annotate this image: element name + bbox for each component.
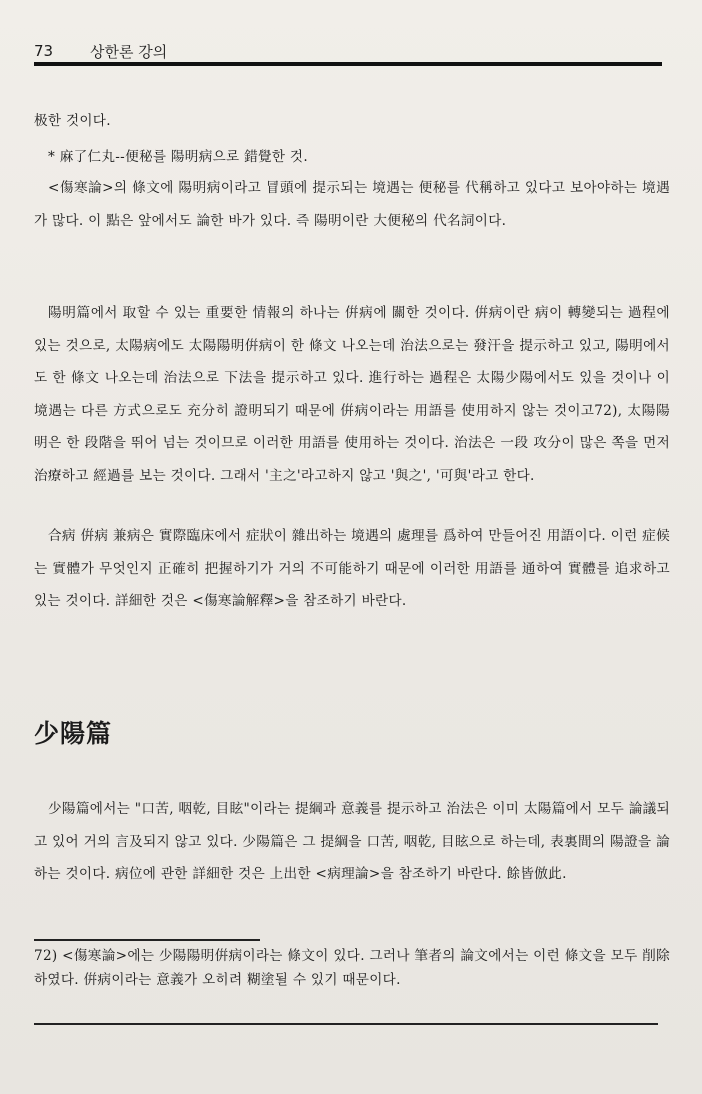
paragraph-hebing-bingbing: 合病 倂病 兼病은 實際臨床에서 症狀이 雜出하는 境遇의 處理를 爲하여 만들어진 用語이다. 이런 症候는 實體가 무엇인지 正確히 把握하기가 거의 不可能하기 때문에 이러한 用語를 通하여 實體를 追求하고 있는 것이다. 詳細한 것은 <傷寒論解釋>을 참조하기 바란다. — [34, 528, 670, 609]
running-title: 상한론 강의 — [90, 43, 168, 61]
bullet-note: * 麻了仁丸--便秘를 陽明病으로 錯覺한 것. — [48, 149, 308, 165]
paragraph-yangming-constipation: <傷寒論>의 條文에 陽明病이라고 冒頭에 提示되는 境遇는 便秘를 代稱하고 있다고 보아야하는 境遇가 많다. 이 點은 앞에서도 論한 바가 있다. 즉 陽明이란 大便秘의 代名詞이다. — [34, 180, 670, 229]
page-number: 73 — [34, 42, 54, 60]
running-header — [34, 38, 664, 64]
paragraph-continuation: 极한 것이다. — [34, 113, 111, 129]
paragraph-shaoyang: 少陽篇에서는 "口苦, 咽乾, 目眩"이라는 提綱과 意義를 提示하고 治法은 이미 太陽篇에서 모두 論議되고 있어 거의 言及되지 않고 있다. 少陽篇은 그 提綱을 口苦, 咽乾, 目眩으로 하는데, 表裏間의 陽證을 論하는 것이다. 病位에 관한 詳細한 것은 上出한 <病理論>을 참조하기 바란다. 餘皆倣此. — [34, 801, 670, 882]
bottom-rule — [34, 1023, 658, 1025]
paragraph-combined-disease: 陽明篇에서 取할 수 있는 重要한 情報의 하나는 倂病에 關한 것이다. 倂病이란 病이 轉變되는 過程에 있는 것으로, 太陽病에도 太陽陽明倂病이 한 條文 나오는데 治法으로는 發汗을 提示하고 있고, 陽明에서도 한 條文 나오는데 治法으로 下法을 提示하고 있다. 進行하는 過程은 太陽少陽에서도 있을 것이나 이 境遇는 다른 方式으로도 充分히 證明되기 때문에 倂病이라는 用語를 使用하지 않는 것이고72), 太陽陽明은 한 段階을 뛰어 넘는 것이므로 이러한 用語를 使用하는 것이다. 治法은 一段 攻分이 많은 쪽을 먼저 治療하고 經過를 보는 것이다. 그래서 '主之'라고하지 않고 '與之', '可與'라고 한다. — [34, 305, 670, 484]
footnote-72: 72) <傷寒論>에는 少陽陽明倂病이라는 條文이 있다. 그러나 筆者의 論文에서는 이런 條文을 모두 削除하였다. 倂病이라는 意義가 오히려 糊塗될 수 있기 때문이다. — [34, 948, 670, 988]
footnote-rule — [34, 939, 260, 941]
header-rule — [34, 62, 662, 66]
section-heading: 少陽篇 — [34, 719, 113, 748]
